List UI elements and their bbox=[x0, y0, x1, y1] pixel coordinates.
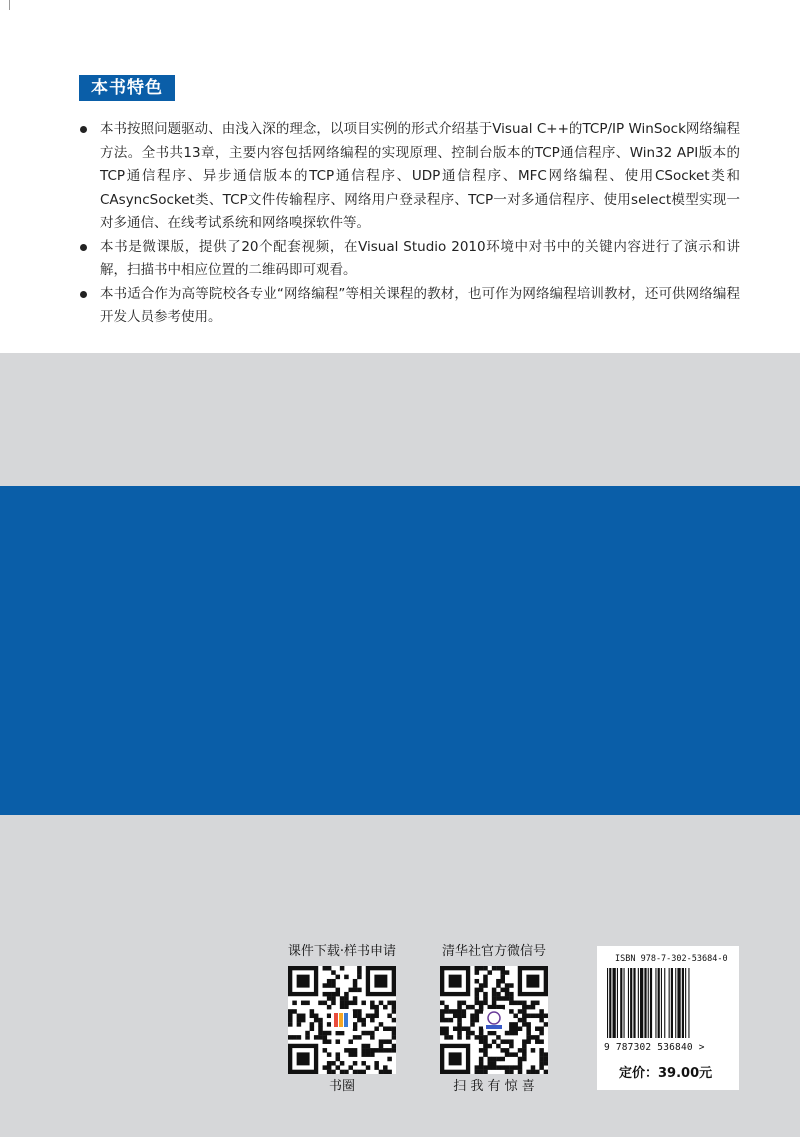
barcode-panel bbox=[597, 946, 739, 1090]
feature-item bbox=[80, 236, 740, 283]
qr-caption: 课件下载·样书申请 bbox=[287, 944, 397, 959]
bullet-icon bbox=[80, 244, 87, 251]
section-title: 本书特色 bbox=[79, 75, 175, 101]
bullet-icon bbox=[80, 291, 87, 298]
crop-mark bbox=[9, 0, 10, 10]
bullet-icon bbox=[80, 126, 87, 133]
qr-subcaption: 扫 我 有 惊 喜 bbox=[453, 1079, 535, 1094]
qr-code-wechat[interactable] bbox=[440, 966, 548, 1074]
qr-block-wechat bbox=[438, 943, 550, 1096]
feature-item bbox=[80, 118, 740, 236]
qr-block-courseware bbox=[286, 943, 398, 1096]
tsinghua-logo-icon bbox=[483, 1009, 505, 1031]
gray-band-top bbox=[0, 353, 800, 486]
feature-item bbox=[80, 283, 740, 330]
feature-list bbox=[80, 118, 740, 330]
features-section bbox=[0, 0, 800, 353]
qr-subcaption: 书圈 bbox=[328, 1079, 355, 1094]
feature-text: 本书是微课版，提供了20个配套视频，在Visual Studio 2010环境中对书中的关键内容进行了演示和讲解，扫描书中相应位置的二维码即可观看。 bbox=[100, 238, 740, 278]
feature-text: 本书适合作为高等院校各专业“网络编程”等相关课程的教材，也可作为网络编程培训教材，还可供网络编程开发人员参考使用。 bbox=[100, 285, 740, 325]
qr-caption: 清华社官方微信号 bbox=[441, 944, 546, 959]
blue-band bbox=[0, 486, 800, 815]
qr-code-courseware[interactable] bbox=[288, 966, 396, 1074]
isbn-label: ISBN 978-7-302-53684-0 bbox=[615, 954, 728, 964]
book-logo-icon bbox=[331, 1009, 353, 1031]
feature-text: 本书按照问题驱动、由浅入深的理念，以项目实例的形式介绍基于Visual C++的TCP/IP WinSock网络编程方法。全书共13章，主要内容包括网络编程的实现原理、控制台版本的TCP通信程序、Win32 API版本的TCP通信程序、异步通信版本的TCP通信程序、UDP通信程序、MFC网络编程、使用CSocket类和CAsyncSocket类、TCP文件传输程序、网络用户登录程序、TCP一对多通信程序、使用select模型实现一对多通信、在线考试系统和网络嗅探软件等。 bbox=[100, 121, 740, 231]
barcode-graphic bbox=[605, 968, 731, 1042]
price-label: 定价：39.00元 bbox=[619, 1066, 713, 1081]
barcode-digits: 9 787302 536840 > bbox=[604, 1042, 705, 1053]
